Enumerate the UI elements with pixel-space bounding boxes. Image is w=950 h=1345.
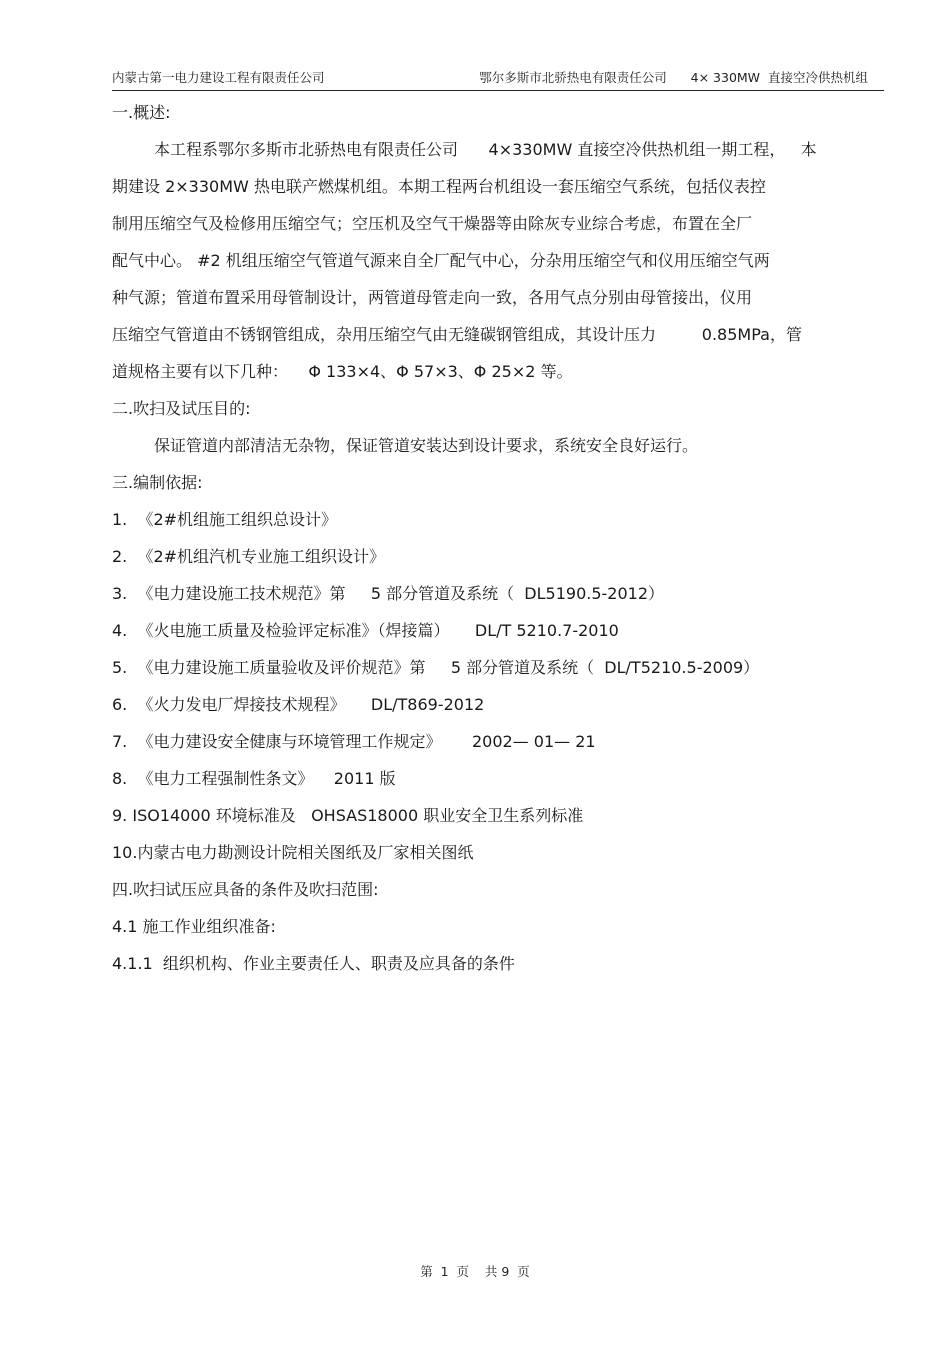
basis-list-item: 6. 《火力发电厂焊接技术规程》 DL/T869-2012 [112, 695, 485, 714]
section-title-basis: 三.编制依据: [112, 473, 203, 492]
basis-list-item: 8. 《电力工程强制性条文》 2011 版 [112, 769, 396, 788]
basis-list-item: 1. 《2#机组施工组织总设计》 [112, 510, 338, 529]
basis-list-item: 3. 《电力建设施工技术规范》第 5 部分管道及系统（ DL5190.5-2012） [112, 584, 665, 603]
header-company-left: 内蒙古第一电力建设工程有限责任公司 [112, 70, 325, 85]
basis-list-item: 4. 《火电施工质量及检验评定标准》（焊接篇） DL/T 5210.7-2010 [112, 621, 619, 640]
purpose-text: 保证管道内部清洁无杂物，保证管道安装达到设计要求，系统安全良好运行。 [154, 436, 699, 455]
page-number: 第 1 页 共 9 页 [420, 1264, 530, 1279]
subsection-title: 4.1 施工作业组织准备: [112, 917, 276, 936]
page-header [112, 66, 884, 88]
overview-line: 种气源；管道布置采用母管制设计，两管道母管走向一致，各用气点分别由母管接出，仪用 [112, 288, 753, 307]
basis-list-item: 2. 《2#机组汽机专业施工组织设计》 [112, 547, 386, 566]
overview-line: 本工程系鄂尔多斯市北骄热电有限责任公司 4×330MW 直接空冷供热机组一期工程， 本 [154, 140, 817, 159]
header-project-right: 鄂尔多斯市北骄热电有限责任公司 4× 330MW 直接空冷供热机组 [479, 70, 868, 85]
document-body [112, 94, 884, 982]
header-divider [112, 90, 884, 91]
subsubsection-title: 4.1.1 组织机构、作业主要责任人、职责及应具备的条件 [112, 954, 515, 973]
section-title-purpose: 二.吹扫及试压目的: [112, 399, 251, 418]
overview-line: 配气中心。 #2 机组压缩空气管道气源来自全厂配气中心，分杂用压缩空气和仪用压缩空气两 [112, 251, 770, 270]
basis-list-item: 5. 《电力建设施工质量验收及评价规范》第 5 部分管道及系统（ DL/T5210.5-2009） [112, 658, 760, 677]
overview-line: 制用压缩空气及检修用压缩空气；空压机及空气干燥器等由除灰专业综合考虑，布置在全厂 [112, 214, 753, 233]
section-title-conditions: 四.吹扫试压应具备的条件及吹扫范围: [112, 880, 379, 899]
overview-line: 压缩空气管道由不锈钢管组成，杂用压缩空气由无缝碳钢管组成，其设计压力 0.85MPa，管 [112, 325, 802, 344]
section-title-overview: 一.概述: [112, 103, 171, 122]
overview-line: 道规格主要有以下几种： Φ 133×4、Φ 57×3、Φ 25×2 等。 [112, 362, 573, 381]
overview-line: 期建设 2×330MW 热电联产燃煤机组。本期工程两台机组设一套压缩空气系统，包括仪表控 [112, 177, 766, 196]
basis-list-item: 7. 《电力建设安全健康与环境管理工作规定》 2002— 01— 21 [112, 732, 596, 751]
basis-list-item: 10.内蒙古电力勘测设计院相关图纸及厂家相关图纸 [112, 843, 474, 862]
basis-list-item: 9. ISO14000 环境标准及 OHSAS18000 职业安全卫生系列标准 [112, 806, 584, 825]
